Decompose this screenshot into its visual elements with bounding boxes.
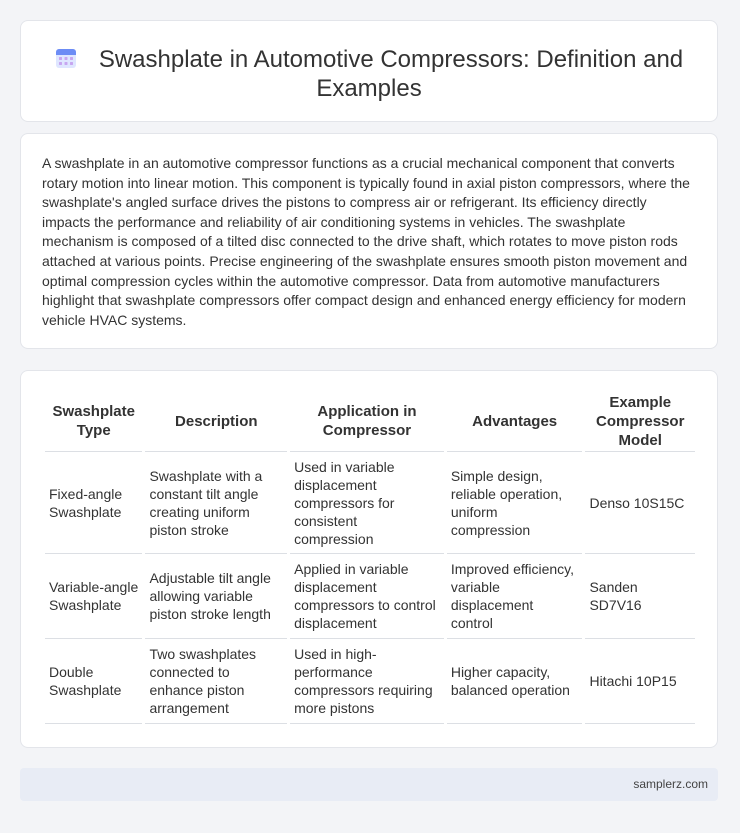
table-cell: Higher capacity, balanced operation bbox=[447, 639, 583, 724]
page-title: Swashplate in Automotive Compressors: Definition and Examples bbox=[98, 46, 684, 102]
column-header: Example Compressor Model bbox=[585, 391, 695, 452]
table-cell: Swashplate with a constant tilt angle creating uniform piston stroke bbox=[145, 452, 287, 554]
footer-bar bbox=[20, 768, 718, 801]
table-cell: Fixed-angle Swashplate bbox=[45, 452, 142, 554]
title-card bbox=[20, 20, 718, 122]
table-row bbox=[45, 452, 695, 554]
table-cell: Applied in variable displacement compressors to control displacement bbox=[290, 554, 444, 639]
table-cell: Sanden SD7V16 bbox=[585, 554, 695, 639]
footer-site-link[interactable]: samplerz.com bbox=[633, 777, 708, 791]
table-cell: Used in high-performance compressors requiring more pistons bbox=[290, 639, 444, 724]
table-cell: Variable-angle Swashplate bbox=[45, 554, 142, 639]
table-cell: Simple design, reliable operation, uniform compression bbox=[447, 452, 583, 554]
table-row bbox=[45, 554, 695, 639]
table-cell: Adjustable tilt angle allowing variable piston stroke length bbox=[145, 554, 287, 639]
table-cell: Denso 10S15C bbox=[585, 452, 695, 554]
calendar-icon bbox=[55, 47, 77, 69]
intro-paragraph: A swashplate in an automotive compressor functions as a crucial mechanical component that converts rotary motion into linear motion. This component is typically found in axial piston compressors, where the swashplate's angled surface drives the pistons to compress air or refrigerant. Its efficiency directly impacts the performance and reliability of air conditioning systems in vehicles. The swashplate mechanism is composed of a tilted disc connected to the drive shaft, which rotates to move piston rods attached at various points. Precise engineering of the swashplate ensures smooth piston movement and optimal compression cycles within the automotive compressor. Data from automotive manufacturers highlight that swashplate compressors offer compact design and enhanced energy efficiency for modern vehicle HVAC systems. bbox=[42, 155, 690, 328]
table-cell: Improved efficiency, variable displacement control bbox=[447, 554, 583, 639]
table-header-row bbox=[45, 391, 695, 452]
page-title-block bbox=[21, 45, 717, 103]
intro-card bbox=[20, 133, 718, 349]
column-header: Swashplate Type bbox=[45, 391, 142, 452]
table-row bbox=[45, 639, 695, 724]
column-header: Description bbox=[145, 391, 287, 452]
table-cell: Used in variable displacement compressors for consistent compression bbox=[290, 452, 444, 554]
table-cell: Hitachi 10P15 bbox=[585, 639, 695, 724]
table-cell: Two swashplates connected to enhance piston arrangement bbox=[145, 639, 287, 724]
column-header: Advantages bbox=[447, 391, 583, 452]
swashplate-table bbox=[42, 391, 698, 724]
column-header: Application in Compressor bbox=[290, 391, 444, 452]
table-card bbox=[20, 370, 718, 748]
table-cell: Double Swashplate bbox=[45, 639, 142, 724]
